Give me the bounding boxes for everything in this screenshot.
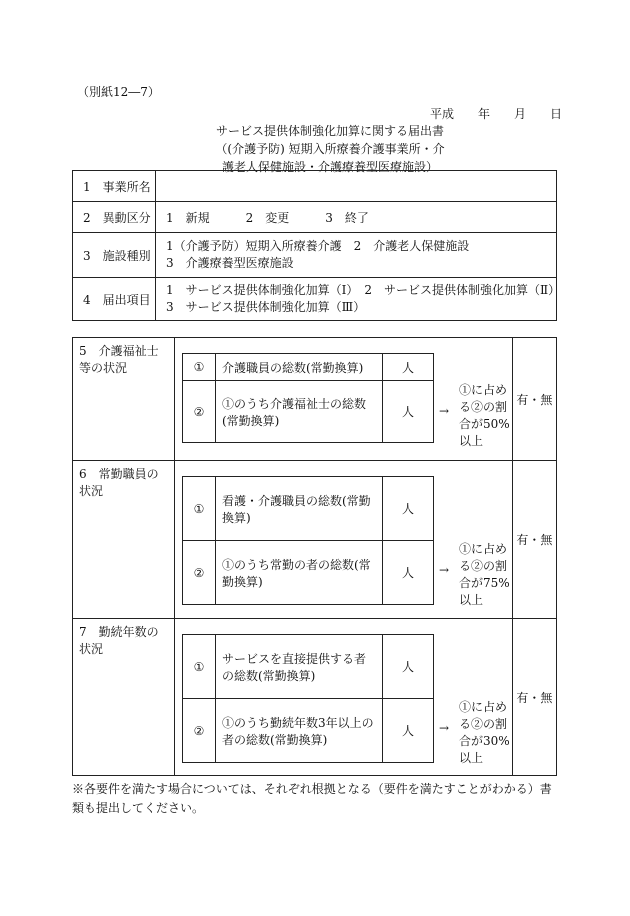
table-row <box>183 354 434 381</box>
row-label: 介護職員の総数(常勤換算) <box>216 354 383 381</box>
document-title <box>150 122 510 176</box>
arrow-icon: → <box>439 721 450 735</box>
row-label: ①のうち常勤の者の総数(常勤換算) <box>216 541 383 605</box>
row-label: ①のうち介護福祉士の総数(常勤換算) <box>216 381 383 443</box>
arrow-icon: → <box>439 563 450 577</box>
ratio-text: ①に占める②の割合が50%以上 <box>459 383 510 448</box>
facility-type-value[interactable] <box>156 233 557 278</box>
facility-type-label: 3 施設種別 <box>73 233 156 278</box>
row-number: ② <box>183 699 216 763</box>
row-label: サービスを直接提供する者の総数(常勤換算) <box>216 635 383 699</box>
notification-item-line: 3 サービス提供体制強化加算（Ⅲ） <box>166 300 366 314</box>
row-label: 看護・介護職員の総数(常勤換算) <box>216 477 383 541</box>
arrow-icon: → <box>439 404 450 418</box>
row-number: ② <box>183 541 216 605</box>
table-row <box>73 202 557 233</box>
count-input[interactable]: 人 <box>383 381 434 443</box>
section-6-inner-table <box>182 476 434 605</box>
count-input[interactable]: 人 <box>383 477 434 541</box>
count-input[interactable]: 人 <box>383 354 434 381</box>
count-input[interactable]: 人 <box>383 635 434 699</box>
footer-note: ※各要件を満たす場合については、それぞれ根拠となる（要件を満たすことがわかる）書類も提出してください。 <box>72 782 552 815</box>
table-row <box>183 381 434 443</box>
row-number: ① <box>183 354 216 381</box>
table-row <box>183 477 434 541</box>
title-line: サービス提供体制強化加算に関する届出書 <box>215 124 444 138</box>
count-input[interactable]: 人 <box>383 699 434 763</box>
section-label: 7 勤続年数の状況 <box>73 619 175 776</box>
attachment-label: （別紙12―7） <box>77 85 160 99</box>
table-row <box>183 541 434 605</box>
row-number: ① <box>183 635 216 699</box>
row-number: ① <box>183 477 216 541</box>
table-row <box>73 171 557 202</box>
result-cell[interactable]: 有・無 <box>512 338 556 461</box>
section-label: 6 常勤職員の状況 <box>73 461 175 619</box>
notification-item-label: 4 届出項目 <box>73 278 156 321</box>
title-line: （(介護予防) 短期入所療養介護事業所・介 <box>215 142 445 156</box>
date-line: 平成 年 月 日 <box>430 107 563 121</box>
table-row <box>183 699 434 763</box>
ratio-text: ①に占める②の割合が75%以上 <box>459 542 510 607</box>
ratio-text: ①に占める②の割合が30%以上 <box>459 700 510 765</box>
change-type-value[interactable]: 1 新規 2 変更 3 終了 <box>156 202 557 233</box>
section-5-inner-table <box>182 353 434 443</box>
change-type-label: 2 異動区分 <box>73 202 156 233</box>
header-table <box>72 170 561 321</box>
table-row <box>183 635 434 699</box>
title-line: 護老人保健施設・介護療養型医療施設） <box>221 160 438 174</box>
row-number: ② <box>183 381 216 443</box>
facility-type-line: 3 介護療養型医療施設 <box>166 256 294 270</box>
office-name-label: 1 事業所名 <box>73 171 156 202</box>
table-row <box>73 278 557 321</box>
notification-item-line: 1 サービス提供体制強化加算（Ⅰ） 2 サービス提供体制強化加算（Ⅱ） <box>166 283 561 297</box>
notification-item-value[interactable] <box>156 278 561 321</box>
office-name-value[interactable] <box>156 171 557 202</box>
section-7-inner-table <box>182 634 434 763</box>
facility-type-line: 1（介護予防）短期入所療養介護 2 介護老人保健施設 <box>166 239 470 253</box>
result-cell[interactable]: 有・無 <box>512 619 556 776</box>
result-cell[interactable]: 有・無 <box>512 461 556 619</box>
row-label: ①のうち勤続年数3年以上の者の総数(常勤換算) <box>216 699 383 763</box>
table-row <box>73 233 557 278</box>
section-label: 5 介護福祉士等の状況 <box>73 338 175 461</box>
count-input[interactable]: 人 <box>383 541 434 605</box>
